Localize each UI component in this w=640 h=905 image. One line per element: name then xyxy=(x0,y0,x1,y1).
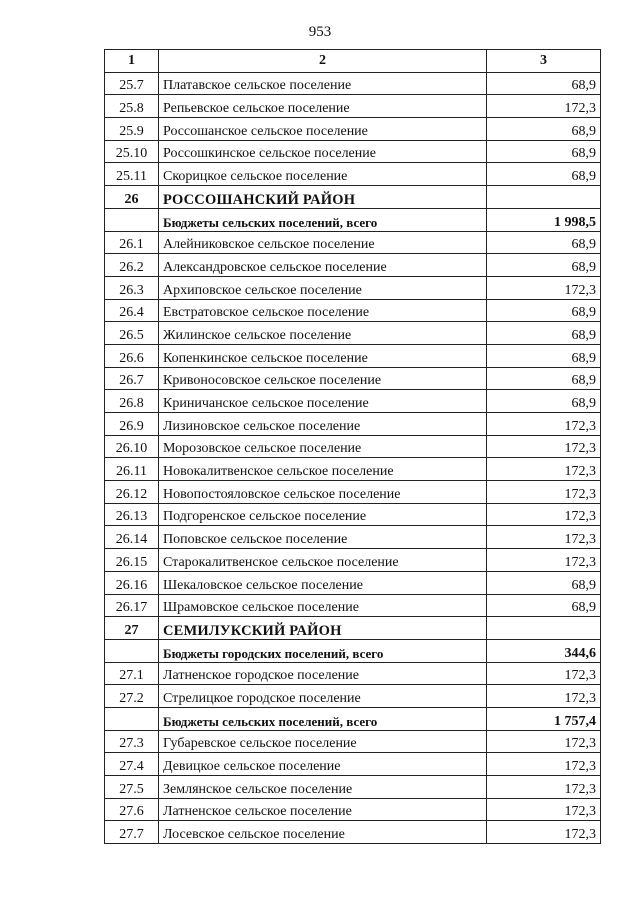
table-row xyxy=(105,95,601,118)
subtotal-row xyxy=(105,707,601,730)
row-value: 1 757,4 xyxy=(487,707,601,730)
table-row xyxy=(105,72,601,95)
table-row xyxy=(105,299,601,322)
header-row xyxy=(105,50,601,73)
row-name: Репьевское сельское поселение xyxy=(159,95,487,118)
row-value: 68,9 xyxy=(487,571,601,594)
row-value: 68,9 xyxy=(487,140,601,163)
row-value: 172,3 xyxy=(487,458,601,481)
row-value: 68,9 xyxy=(487,72,601,95)
table-row xyxy=(105,254,601,277)
row-name: Лосевское сельское поселение xyxy=(159,821,487,844)
row-number xyxy=(105,208,159,231)
budget-table xyxy=(104,49,601,844)
table-row xyxy=(105,526,601,549)
row-number xyxy=(105,707,159,730)
region-row xyxy=(105,186,601,209)
row-value xyxy=(487,186,601,209)
table-row xyxy=(105,776,601,799)
row-value: 68,9 xyxy=(487,322,601,345)
header-col-1: 1 xyxy=(105,50,159,73)
row-number: 26.7 xyxy=(105,367,159,390)
table-row xyxy=(105,458,601,481)
row-number: 26.3 xyxy=(105,276,159,299)
table-row xyxy=(105,118,601,141)
row-number: 26.9 xyxy=(105,413,159,436)
row-name: Шекаловское сельское поселение xyxy=(159,571,487,594)
row-value: 68,9 xyxy=(487,299,601,322)
table-row xyxy=(105,163,601,186)
row-number: 26.14 xyxy=(105,526,159,549)
table-row xyxy=(105,730,601,753)
table-row xyxy=(105,413,601,436)
row-number: 26.1 xyxy=(105,231,159,254)
row-number: 26 xyxy=(105,186,159,209)
row-value: 172,3 xyxy=(487,753,601,776)
table-row xyxy=(105,821,601,844)
row-value: 68,9 xyxy=(487,231,601,254)
row-number: 25.8 xyxy=(105,95,159,118)
table-row xyxy=(105,594,601,617)
row-value: 172,3 xyxy=(487,276,601,299)
row-name: Бюджеты городских поселений, всего xyxy=(159,639,487,662)
row-name: Латненское городское поселение xyxy=(159,662,487,685)
row-number: 25.9 xyxy=(105,118,159,141)
subtotal-row xyxy=(105,208,601,231)
row-name: Шрамовское сельское поселение xyxy=(159,594,487,617)
row-number: 26.16 xyxy=(105,571,159,594)
row-value: 172,3 xyxy=(487,549,601,572)
row-name: Бюджеты сельских поселений, всего xyxy=(159,208,487,231)
row-name: Россошанское сельское поселение xyxy=(159,118,487,141)
row-number: 26.4 xyxy=(105,299,159,322)
row-value: 68,9 xyxy=(487,254,601,277)
row-number: 26.6 xyxy=(105,344,159,367)
table-row xyxy=(105,571,601,594)
row-value: 172,3 xyxy=(487,481,601,504)
row-value: 68,9 xyxy=(487,163,601,186)
row-name: Криничанское сельское поселение xyxy=(159,390,487,413)
row-value: 172,3 xyxy=(487,413,601,436)
row-name: Новопостояловское сельское поселение xyxy=(159,481,487,504)
row-number: 27.7 xyxy=(105,821,159,844)
table-row xyxy=(105,231,601,254)
row-value: 68,9 xyxy=(487,344,601,367)
row-value: 172,3 xyxy=(487,730,601,753)
subtotal-row xyxy=(105,639,601,662)
header-col-3: 3 xyxy=(487,50,601,73)
row-value: 172,3 xyxy=(487,798,601,821)
table-row xyxy=(105,367,601,390)
row-name: РОССОШАНСКИЙ РАЙОН xyxy=(159,186,487,209)
row-value: 68,9 xyxy=(487,390,601,413)
table-row xyxy=(105,276,601,299)
row-number: 26.11 xyxy=(105,458,159,481)
row-name: Жилинское сельское поселение xyxy=(159,322,487,345)
row-value: 1 998,5 xyxy=(487,208,601,231)
row-number: 27 xyxy=(105,617,159,640)
row-value: 172,3 xyxy=(487,95,601,118)
row-name: Девицкое сельское поселение xyxy=(159,753,487,776)
row-name: Алейниковское сельское поселение xyxy=(159,231,487,254)
row-number: 26.13 xyxy=(105,503,159,526)
row-number: 26.2 xyxy=(105,254,159,277)
row-name: Губаревское сельское поселение xyxy=(159,730,487,753)
row-name: Землянское сельское поселение xyxy=(159,776,487,799)
table-row xyxy=(105,390,601,413)
row-number: 27.1 xyxy=(105,662,159,685)
row-name: Морозовское сельское поселение xyxy=(159,435,487,458)
row-name: Копенкинское сельское поселение xyxy=(159,344,487,367)
header-col-2: 2 xyxy=(159,50,487,73)
row-name: Россошкинское сельское поселение xyxy=(159,140,487,163)
row-name: Бюджеты сельских поселений, всего xyxy=(159,707,487,730)
row-name: Евстратовское сельское поселение xyxy=(159,299,487,322)
row-name: Подгоренское сельское поселение xyxy=(159,503,487,526)
row-number: 27.6 xyxy=(105,798,159,821)
row-number: 26.17 xyxy=(105,594,159,617)
table-row xyxy=(105,435,601,458)
table-row xyxy=(105,549,601,572)
row-name: Платавское сельское поселение xyxy=(159,72,487,95)
row-number: 26.8 xyxy=(105,390,159,413)
page-number: 953 xyxy=(308,24,332,40)
row-name: Латненское сельское поселение xyxy=(159,798,487,821)
row-number: 27.4 xyxy=(105,753,159,776)
row-value: 172,3 xyxy=(487,526,601,549)
table-body xyxy=(105,72,601,843)
row-value: 172,3 xyxy=(487,662,601,685)
row-number: 27.5 xyxy=(105,776,159,799)
row-value: 172,3 xyxy=(487,776,601,799)
table-row xyxy=(105,322,601,345)
row-value: 68,9 xyxy=(487,594,601,617)
table-row xyxy=(105,798,601,821)
row-number: 27.2 xyxy=(105,685,159,708)
row-name: Поповское сельское поселение xyxy=(159,526,487,549)
row-number: 26.15 xyxy=(105,549,159,572)
region-row xyxy=(105,617,601,640)
row-name: СЕМИЛУКСКИЙ РАЙОН xyxy=(159,617,487,640)
row-number: 27.3 xyxy=(105,730,159,753)
row-name: Старокалитвенское сельское поселение xyxy=(159,549,487,572)
row-name: Лизиновское сельское поселение xyxy=(159,413,487,436)
row-number: 25.11 xyxy=(105,163,159,186)
row-number: 26.10 xyxy=(105,435,159,458)
row-value: 172,3 xyxy=(487,685,601,708)
row-value: 344,6 xyxy=(487,639,601,662)
row-number xyxy=(105,639,159,662)
table-row xyxy=(105,503,601,526)
table-row xyxy=(105,685,601,708)
row-name: Александровское сельское поселение xyxy=(159,254,487,277)
table-row xyxy=(105,344,601,367)
row-value: 68,9 xyxy=(487,367,601,390)
row-name: Кривоносовское сельское поселение xyxy=(159,367,487,390)
row-value xyxy=(487,617,601,640)
table-header xyxy=(105,50,601,73)
row-number: 25.10 xyxy=(105,140,159,163)
row-number: 26.12 xyxy=(105,481,159,504)
table-row xyxy=(105,140,601,163)
row-value: 172,3 xyxy=(487,821,601,844)
row-value: 68,9 xyxy=(487,118,601,141)
table-row xyxy=(105,481,601,504)
row-name: Новокалитвенское сельское поселение xyxy=(159,458,487,481)
row-name: Стрелицкое городское поселение xyxy=(159,685,487,708)
row-name: Скорицкое сельское поселение xyxy=(159,163,487,186)
table-row xyxy=(105,662,601,685)
row-number: 25.7 xyxy=(105,72,159,95)
row-value: 172,3 xyxy=(487,435,601,458)
row-number: 26.5 xyxy=(105,322,159,345)
table-row xyxy=(105,753,601,776)
row-value: 172,3 xyxy=(487,503,601,526)
row-name: Архиповское сельское поселение xyxy=(159,276,487,299)
